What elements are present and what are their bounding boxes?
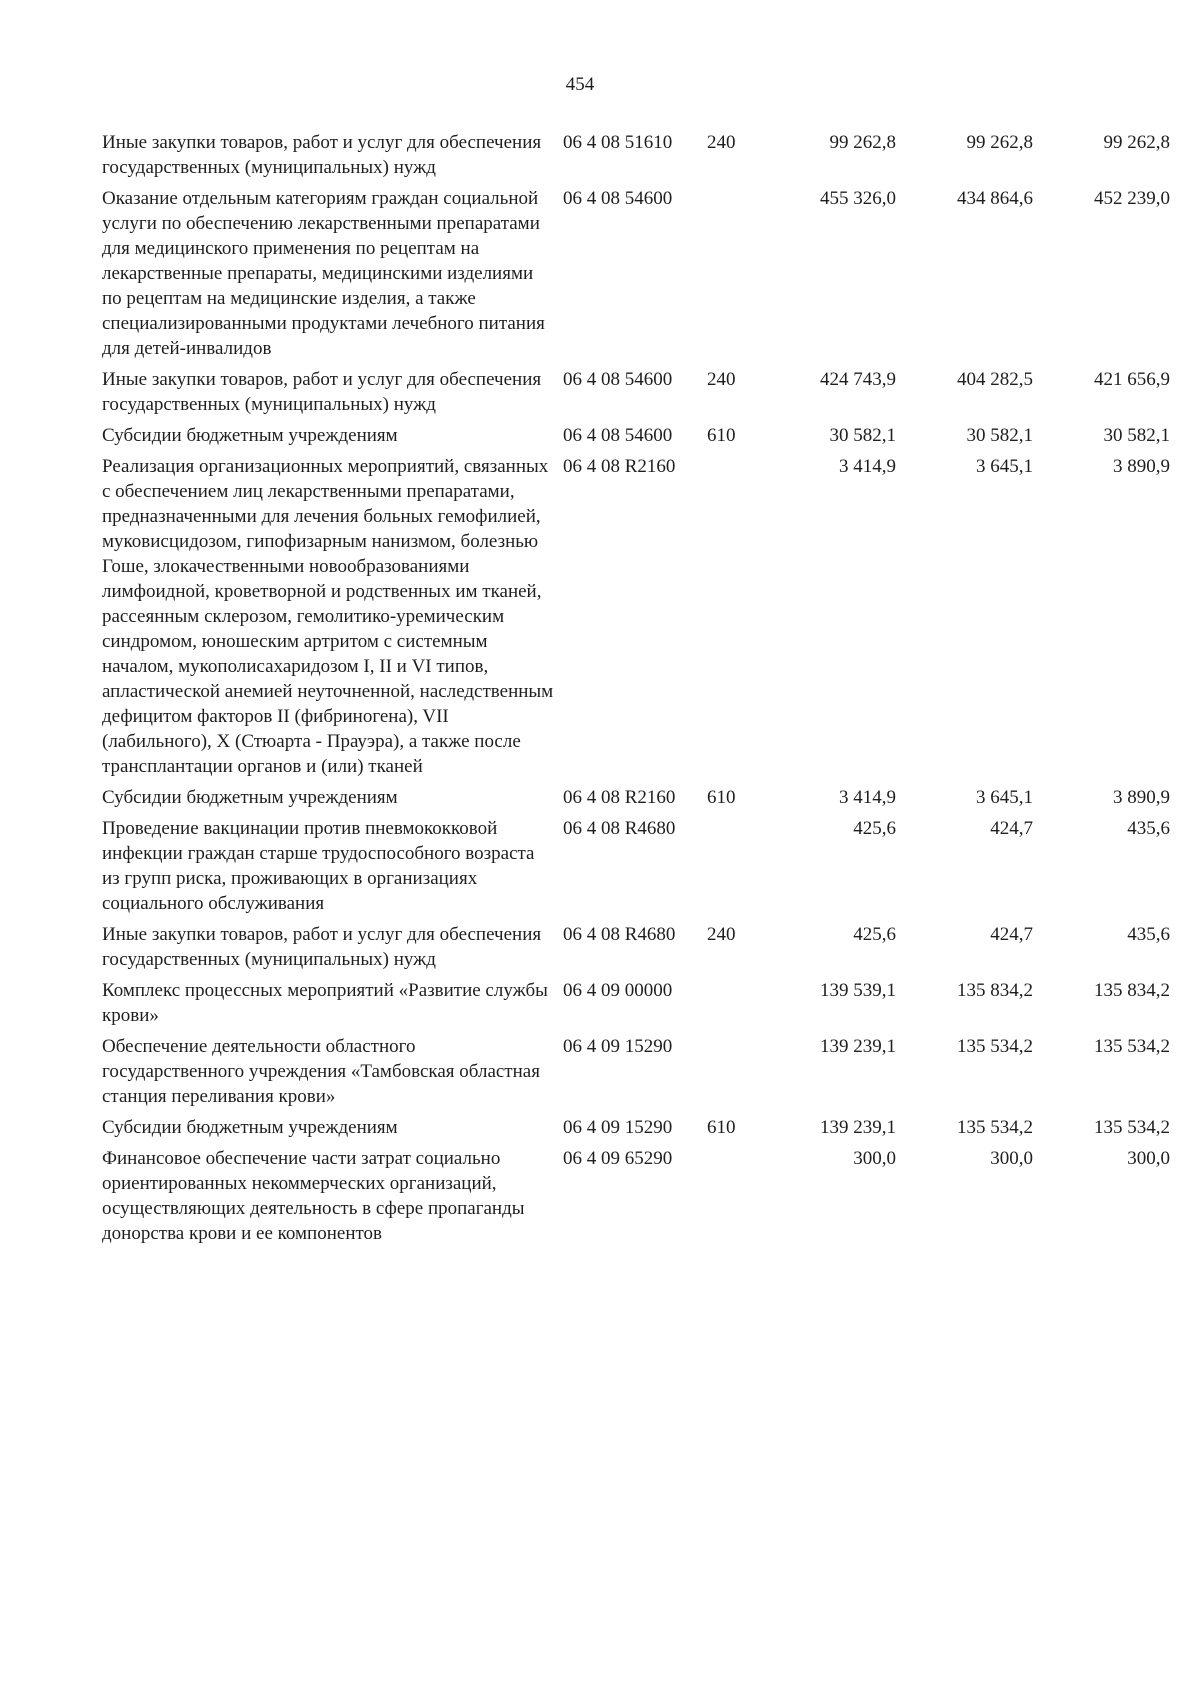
- row-expense-type: [703, 978, 751, 1034]
- table-row: [102, 922, 1170, 978]
- row-code: 06 4 08 R4680: [563, 924, 676, 945]
- row-amount-year-2: 30 582,1: [966, 425, 1033, 446]
- row-name: Иные закупки товаров, работ и услуг для обеспечения государственных (муниципальных) нужд: [102, 132, 542, 178]
- row-expense-type: 610: [707, 1117, 736, 1138]
- row-name: Реализация организационных мероприятий, связанных с обеспечением лиц лекарственными препаратами, предназначенными для лечения больных гемофилией, муковисцидозом, гипофизарным нанизмом, болезнью Гоше, злокачественными новообразованиями лимфоидной, кроветворной и родственных им тканей, рассеянным склерозом, гемолитико-уремическим синдромом, юношеским артритом с системным началом, мукополисахаридозом I, II и VI типов, апластической анемией неуточненной, наследственным дефицитом факторов II (фибриногена), VII (лабильного), X (Стюарта - Прауэра), а также после трансплантации органов и (или) тканей: [102, 456, 554, 777]
- row-amount-year-2: 434 864,6: [957, 188, 1033, 209]
- row-code: 06 4 08 R2160: [563, 787, 676, 808]
- row-amount-year-1: 3 414,9: [839, 456, 896, 477]
- row-amount-year-1: 139 239,1: [820, 1036, 896, 1057]
- row-amount-year-2: 300,0: [990, 1148, 1033, 1169]
- row-code: 06 4 08 R4680: [563, 818, 676, 839]
- row-name: Субсидии бюджетным учреждениям: [102, 787, 398, 808]
- row-amount-year-3: 135 534,2: [1094, 1117, 1170, 1138]
- row-amount-year-3: 135 834,2: [1094, 980, 1170, 1001]
- row-amount-year-1: 455 326,0: [820, 188, 896, 209]
- row-code: 06 4 08 51610: [563, 132, 673, 153]
- row-amount-year-3: 3 890,9: [1113, 456, 1170, 477]
- row-amount-year-3: 135 534,2: [1094, 1036, 1170, 1057]
- page-number: 454: [565, 74, 595, 95]
- row-amount-year-1: 300,0: [853, 1148, 896, 1169]
- table-row: [102, 816, 1170, 922]
- row-amount-year-1: 139 239,1: [820, 1117, 896, 1138]
- row-name: Субсидии бюджетным учреждениям: [102, 1117, 398, 1138]
- row-code: 06 4 09 65290: [563, 1148, 673, 1169]
- row-amount-year-1: 30 582,1: [829, 425, 896, 446]
- row-name: Комплекс процессных мероприятий «Развитие службы крови»: [102, 980, 548, 1026]
- row-amount-year-1: 425,6: [853, 818, 896, 839]
- row-amount-year-1: 3 414,9: [839, 787, 896, 808]
- row-code: 06 4 08 54600: [563, 425, 673, 446]
- row-name: Субсидии бюджетным учреждениям: [102, 425, 398, 446]
- row-amount-year-3: 452 239,0: [1094, 188, 1170, 209]
- table-body: [102, 130, 1170, 1252]
- table-row: [102, 130, 1170, 186]
- row-code: 06 4 08 54600: [563, 188, 673, 209]
- table-row: [102, 367, 1170, 423]
- row-amount-year-3: 300,0: [1127, 1148, 1170, 1169]
- row-name: Обеспечение деятельности областного государственного учреждения «Тамбовская областная станция переливания крови»: [102, 1036, 540, 1107]
- row-code: 06 4 09 15290: [563, 1036, 673, 1057]
- row-amount-year-3: 421 656,9: [1094, 369, 1170, 390]
- row-amount-year-2: 135 534,2: [957, 1036, 1033, 1057]
- row-expense-type: [703, 816, 751, 922]
- row-expense-type: [703, 1146, 751, 1252]
- row-name: Финансовое обеспечение части затрат социально ориентированных некоммерческих организаций, осуществляющих деятельность в сфере пропаганды донорства крови и ее компонентов: [102, 1148, 525, 1244]
- row-code: 06 4 09 15290: [563, 1117, 673, 1138]
- row-amount-year-2: 404 282,5: [957, 369, 1033, 390]
- row-name: Проведение вакцинации против пневмококковой инфекции граждан старше трудоспособного возраста из групп риска, проживающих в организациях социального обслуживания: [102, 818, 535, 914]
- row-amount-year-2: 3 645,1: [976, 456, 1033, 477]
- row-name: Иные закупки товаров, работ и услуг для обеспечения государственных (муниципальных) нужд: [102, 924, 542, 970]
- row-amount-year-2: 424,7: [990, 924, 1033, 945]
- table-row: [102, 1146, 1170, 1252]
- table-row: [102, 1115, 1170, 1146]
- table-row: [102, 423, 1170, 454]
- row-expense-type: [703, 454, 751, 785]
- table-row: [102, 1034, 1170, 1115]
- budget-table: [102, 130, 1170, 1252]
- row-name: Иные закупки товаров, работ и услуг для обеспечения государственных (муниципальных) нужд: [102, 369, 542, 415]
- row-amount-year-3: 30 582,1: [1103, 425, 1170, 446]
- row-amount-year-1: 425,6: [853, 924, 896, 945]
- row-amount-year-3: 3 890,9: [1113, 787, 1170, 808]
- row-expense-type: 240: [707, 924, 736, 945]
- row-amount-year-2: 99 262,8: [966, 132, 1033, 153]
- row-amount-year-3: 435,6: [1127, 818, 1170, 839]
- row-expense-type: 240: [707, 369, 736, 390]
- table-row: [102, 454, 1170, 785]
- row-amount-year-1: 139 539,1: [820, 980, 896, 1001]
- row-code: 06 4 09 00000: [563, 980, 673, 1001]
- row-expense-type: 240: [707, 132, 736, 153]
- row-expense-type: 610: [707, 787, 736, 808]
- table-row: [102, 186, 1170, 367]
- row-name: Оказание отдельным категориям граждан социальной услуги по обеспечению лекарственными препаратами для медицинского применения по рецептам на лекарственные препараты, медицинскими изделиями по рецептам на медицинские изделия, а также специализированными продуктами лечебного питания для детей-инвалидов: [102, 188, 545, 359]
- row-expense-type: 610: [707, 425, 736, 446]
- row-amount-year-2: 135 834,2: [957, 980, 1033, 1001]
- row-amount-year-1: 99 262,8: [829, 132, 896, 153]
- row-code: 06 4 08 R2160: [563, 456, 676, 477]
- row-amount-year-1: 424 743,9: [820, 369, 896, 390]
- row-amount-year-3: 435,6: [1127, 924, 1170, 945]
- row-amount-year-3: 99 262,8: [1103, 132, 1170, 153]
- row-code: 06 4 08 54600: [563, 369, 673, 390]
- table-row: [102, 978, 1170, 1034]
- row-expense-type: [703, 186, 751, 367]
- row-amount-year-2: 424,7: [990, 818, 1033, 839]
- table-row: [102, 785, 1170, 816]
- row-expense-type: [703, 1034, 751, 1115]
- row-amount-year-2: 135 534,2: [957, 1117, 1033, 1138]
- row-amount-year-2: 3 645,1: [976, 787, 1033, 808]
